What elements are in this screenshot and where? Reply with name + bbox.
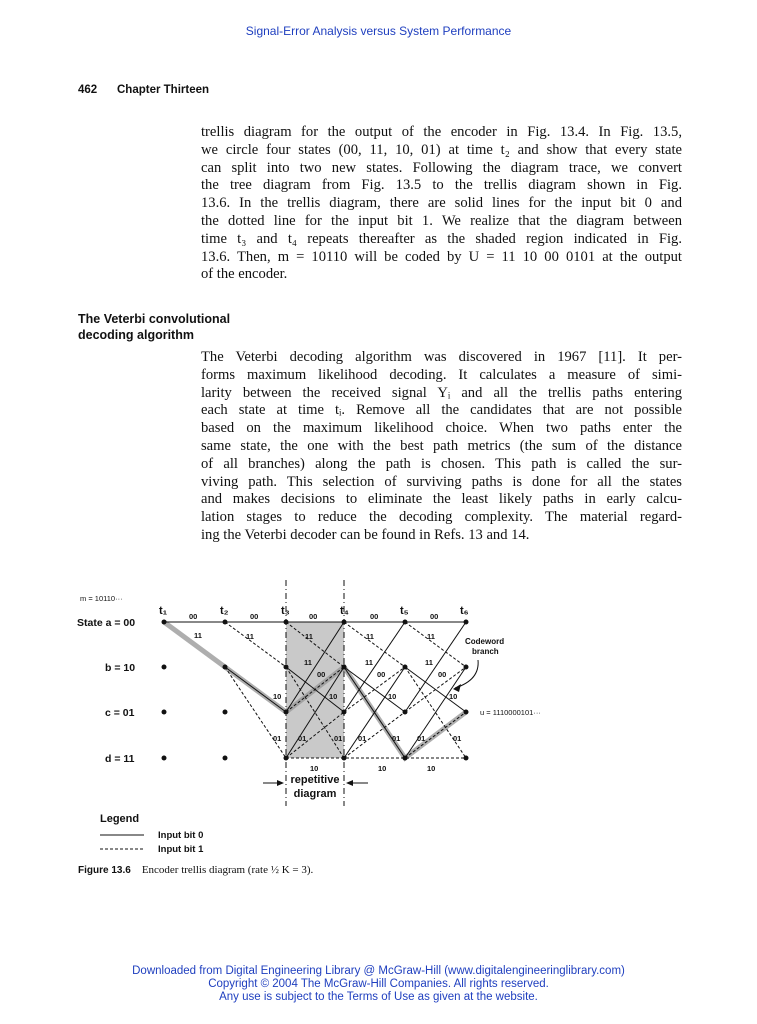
branch-label: 00 [438,670,447,679]
text-line: of the encoder. [201,266,288,283]
input-sequence: m = 10110··· [80,594,123,603]
branch-label: 10 [449,692,458,701]
text-line: lation stages to reduce the decoding complexity. The material regard- [201,509,682,526]
state-label: State a = 00 [77,617,136,629]
text-line: larity between the received signal Yᵢ and all the trellis paths entering [201,384,682,401]
text-line: 13.6. In the trellis diagram, there are solid lines for the input bit 0 and [201,195,682,212]
trellis-diagram [70,576,570,861]
paragraph-veterbi [201,349,682,545]
text-line: time t₃ and t₄ repeats thereafter as the shaded region indicated in Fig. [201,230,682,247]
branch-label: 01 [298,734,307,743]
state-label: c = 01 [105,707,135,719]
caption-text: Encoder trellis diagram (rate ½ K = 3). [141,864,314,876]
footer-copyright: Copyright © 2004 The McGraw-Hill Companies. All rights reserved. [208,978,549,990]
legend-dotted-label: Input bit 1 [158,844,204,855]
arrow-head [277,780,284,786]
codeword-branch-arrow [455,660,478,688]
text-line: same state, the one with the best path metrics (the sum of the distance [201,437,682,454]
branch-label: 00 [370,612,379,621]
branch-label: 11 [305,632,313,641]
footer-download-link[interactable]: Downloaded from Digital Engineering Library @ McGraw-Hill (www.digitalengineeringlibrary.com) [132,965,625,977]
time-label: t₂ [220,605,229,617]
paragraph-trellis [201,124,682,284]
text-line: of all branches) along the path is chosen. This path is called the sur- [201,455,682,472]
branch-label: 01 [453,734,462,743]
figure-label: Figure 13.6 [78,865,131,876]
branch-label: 11 [427,632,435,641]
section-heading-line: decoding algorithm [78,328,194,342]
branch-label: 00 [309,612,318,621]
output-sequence: u = 1110000101··· [480,708,541,717]
running-head[interactable]: Signal-Error Analysis versus System Performance [245,24,512,38]
text-line: each state at time tᵢ. Remove all the candidates that are not possible [201,402,682,419]
state-labels [77,617,135,765]
branch-label: 11 [304,658,312,667]
branch-label: 00 [430,612,439,621]
figure-caption [78,864,313,876]
text-line: and makes decisions to eliminate the least likely paths in early calcu- [201,491,682,508]
text-line: the dotted line for the input bit 1. We realize that the diagram between [201,212,682,229]
arrow-head [346,780,353,786]
time-label: t₄ [340,605,349,617]
text-line: forms maximum likelihood decoding. It calculates a measure of simi- [201,366,682,383]
repetitive-label: repetitive [290,774,340,786]
branch-label: 10 [427,764,436,773]
branch-label: 11 [365,658,373,667]
text-line: can split into two new states. Following the diagram trace, we convert [201,159,682,176]
section-heading [78,311,230,343]
legend-solid-label: Input bit 0 [158,830,204,841]
branch-label: 00 [250,612,259,621]
legend-title: Legend [100,813,140,825]
text-line: 13.6. Then, m = 10110 will be coded by U = 11 10 00 0101 at the output [201,248,682,265]
footer-terms[interactable]: Any use is subject to the Terms of Use as given at the website. [219,991,538,1003]
state-label: b = 10 [105,662,136,674]
repetitive-label: diagram [293,788,337,800]
branch-label: 10 [378,764,387,773]
branch-label: 10 [273,692,282,701]
text-line: we circle four states (00, 11, 10, 01) at time t₂ and show that every state [201,141,682,158]
time-label: t₃ [281,605,290,617]
branch-label: 11 [425,658,433,667]
branch-label: 00 [377,670,386,679]
footer [0,965,757,1004]
branch-label: 00 [317,670,326,679]
time-label: t₅ [400,605,409,617]
time-label: t₆ [460,605,469,617]
text-line: the tree diagram from Fig. 13.5 to the trellis diagram shown in Fig. [201,177,682,194]
text-line: based on the maximum likelihood choice. When two paths enter the [201,420,682,437]
branch-label: 00 [189,612,198,621]
branch-label: 01 [392,734,401,743]
codeword-branch-label: Codeword [465,637,505,646]
branch-label: 01 [417,734,426,743]
state-label: d = 11 [105,753,135,765]
text-line: ing the Veterbi decoder can be found in Refs. 13 and 14. [201,526,530,543]
text-line: trellis diagram for the output of the encoder in Fig. 13.4. In Fig. 13.5, [201,124,682,140]
branch-label: 01 [358,734,367,743]
page-number: 462 [78,84,98,96]
branch-label: 10 [388,692,397,701]
section-heading-line: The Veterbi convolutional [78,312,231,326]
branch-label: 01 [273,734,282,743]
codeword-branch-label: branch [472,647,499,656]
chapter-title: Chapter Thirteen [117,84,210,96]
branch-label: 10 [310,764,319,773]
text-line: viving path. This selection of surviving paths is done for all the states [201,473,682,490]
branch-label: 01 [334,734,343,743]
branch-label: 11 [366,632,374,641]
branch-label: 11 [194,631,202,640]
text-line: The Veterbi decoding algorithm was discovered in 1967 [11]. It per- [201,349,682,365]
time-label: t₁ [159,605,168,617]
branch-label: 10 [329,692,338,701]
branch-label: 11 [246,632,254,641]
